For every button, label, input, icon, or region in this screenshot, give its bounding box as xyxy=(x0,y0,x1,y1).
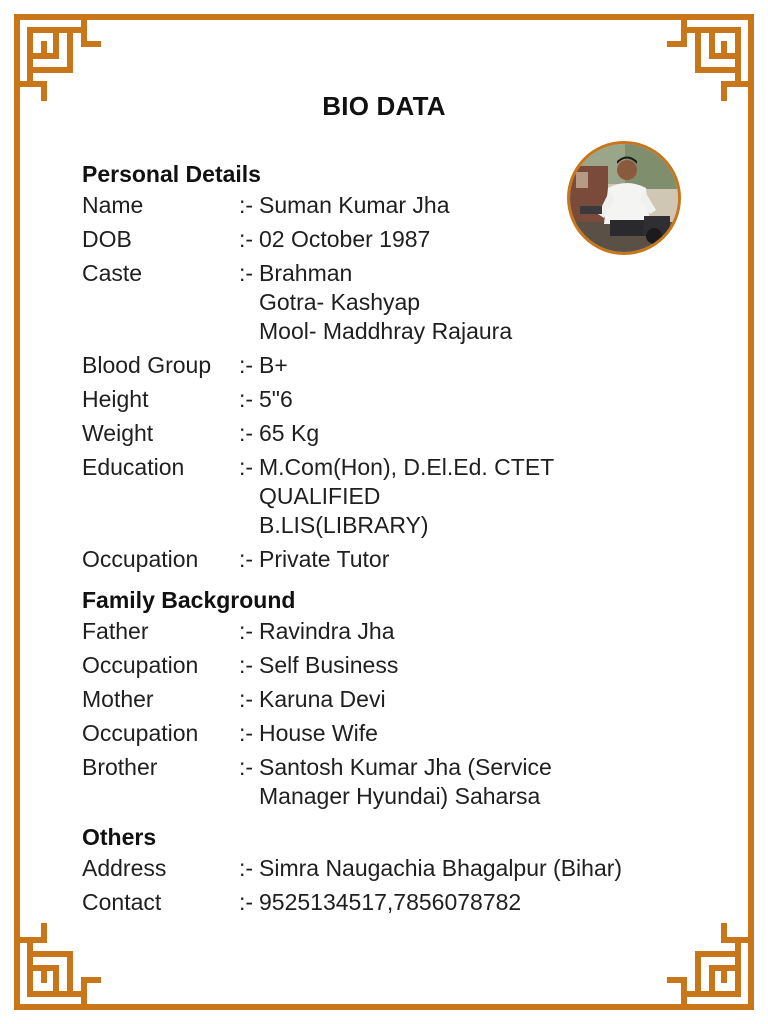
field-value xyxy=(259,259,702,346)
separator: :- xyxy=(239,260,254,286)
row-blood-group xyxy=(82,351,702,380)
separator: :- xyxy=(239,686,254,712)
value-line: Karuna Devi xyxy=(259,686,386,712)
section-heading-family: Family Background xyxy=(82,587,296,613)
value-line: Simra Naugachia Bhagalpur (Bihar) xyxy=(259,855,623,881)
separator: :- xyxy=(239,192,254,218)
field-value xyxy=(259,888,702,917)
separator: :- xyxy=(239,546,254,572)
value-line: House Wife xyxy=(259,720,378,746)
value-line: Mool- Maddhray Rajaura xyxy=(259,318,513,344)
value-line: Self Business xyxy=(259,652,399,678)
row-brother xyxy=(82,753,702,811)
field-label: DOB xyxy=(82,226,132,252)
value-line: Gotra- Kashyap xyxy=(259,289,421,315)
row-weight xyxy=(82,419,702,448)
field-value xyxy=(259,854,702,883)
field-label: Caste xyxy=(82,260,143,286)
separator: :- xyxy=(239,454,254,480)
row-education xyxy=(82,453,702,540)
value-line: 9525134517,7856078782 xyxy=(259,889,522,915)
row-address xyxy=(82,854,702,883)
field-label: Contact xyxy=(82,889,162,915)
value-line: Santosh Kumar Jha (Service xyxy=(259,754,552,780)
value-line: 65 Kg xyxy=(259,420,320,446)
field-label: Blood Group xyxy=(82,352,212,378)
field-label: Father xyxy=(82,618,149,644)
field-label: Name xyxy=(82,192,144,218)
field-value xyxy=(259,351,702,380)
field-value xyxy=(259,753,702,811)
separator: :- xyxy=(239,618,254,644)
field-value xyxy=(259,225,702,254)
field-label: Address xyxy=(82,855,167,881)
section-heading-personal: Personal Details xyxy=(82,161,261,187)
field-label: Height xyxy=(82,386,149,412)
field-value xyxy=(259,385,702,414)
row-contact xyxy=(82,888,702,917)
value-line: M.Com(Hon), D.El.Ed. CTET xyxy=(259,454,555,480)
value-line: B.LIS(LIBRARY) xyxy=(259,512,429,538)
value-line: 5"6 xyxy=(259,386,293,412)
separator: :- xyxy=(239,754,254,780)
separator: :- xyxy=(239,652,254,678)
page-title: BIO DATA xyxy=(322,91,446,121)
value-line: Brahman xyxy=(259,260,353,286)
field-value xyxy=(259,685,702,714)
field-label: Occupation xyxy=(82,652,199,678)
field-value xyxy=(259,545,702,574)
field-label: Mother xyxy=(82,686,154,712)
field-label: Weight xyxy=(82,420,154,446)
row-name xyxy=(82,191,702,220)
corner-ornament xyxy=(17,17,98,98)
field-label: Occupation xyxy=(82,720,199,746)
section-heading-others: Others xyxy=(82,824,157,850)
value-line: B+ xyxy=(259,352,288,378)
field-value xyxy=(259,651,702,680)
field-value xyxy=(259,453,702,540)
row-mother-occupation xyxy=(82,719,702,748)
value-line: 02 October 1987 xyxy=(259,226,431,252)
separator: :- xyxy=(239,889,254,915)
row-caste xyxy=(82,259,702,346)
separator: :- xyxy=(239,420,254,446)
field-label: Brother xyxy=(82,754,158,780)
value-line: Private Tutor xyxy=(259,546,390,572)
separator: :- xyxy=(239,352,254,378)
value-line: Manager Hyundai) Saharsa xyxy=(259,783,541,809)
row-father xyxy=(82,617,702,646)
separator: :- xyxy=(239,386,254,412)
field-value xyxy=(259,191,702,220)
value-line: Suman Kumar Jha xyxy=(259,192,450,218)
row-height xyxy=(82,385,702,414)
value-line: Ravindra Jha xyxy=(259,618,395,644)
separator: :- xyxy=(239,855,254,881)
row-mother xyxy=(82,685,702,714)
row-dob xyxy=(82,225,702,254)
row-occupation xyxy=(82,545,702,574)
separator: :- xyxy=(239,226,254,252)
field-label: Occupation xyxy=(82,546,199,572)
value-line: QUALIFIED xyxy=(259,483,381,509)
field-value xyxy=(259,617,702,646)
field-label: Education xyxy=(82,454,185,480)
separator: :- xyxy=(239,720,254,746)
field-value xyxy=(259,419,702,448)
row-father-occupation xyxy=(82,651,702,680)
field-value xyxy=(259,719,702,748)
bio-content xyxy=(82,157,702,922)
